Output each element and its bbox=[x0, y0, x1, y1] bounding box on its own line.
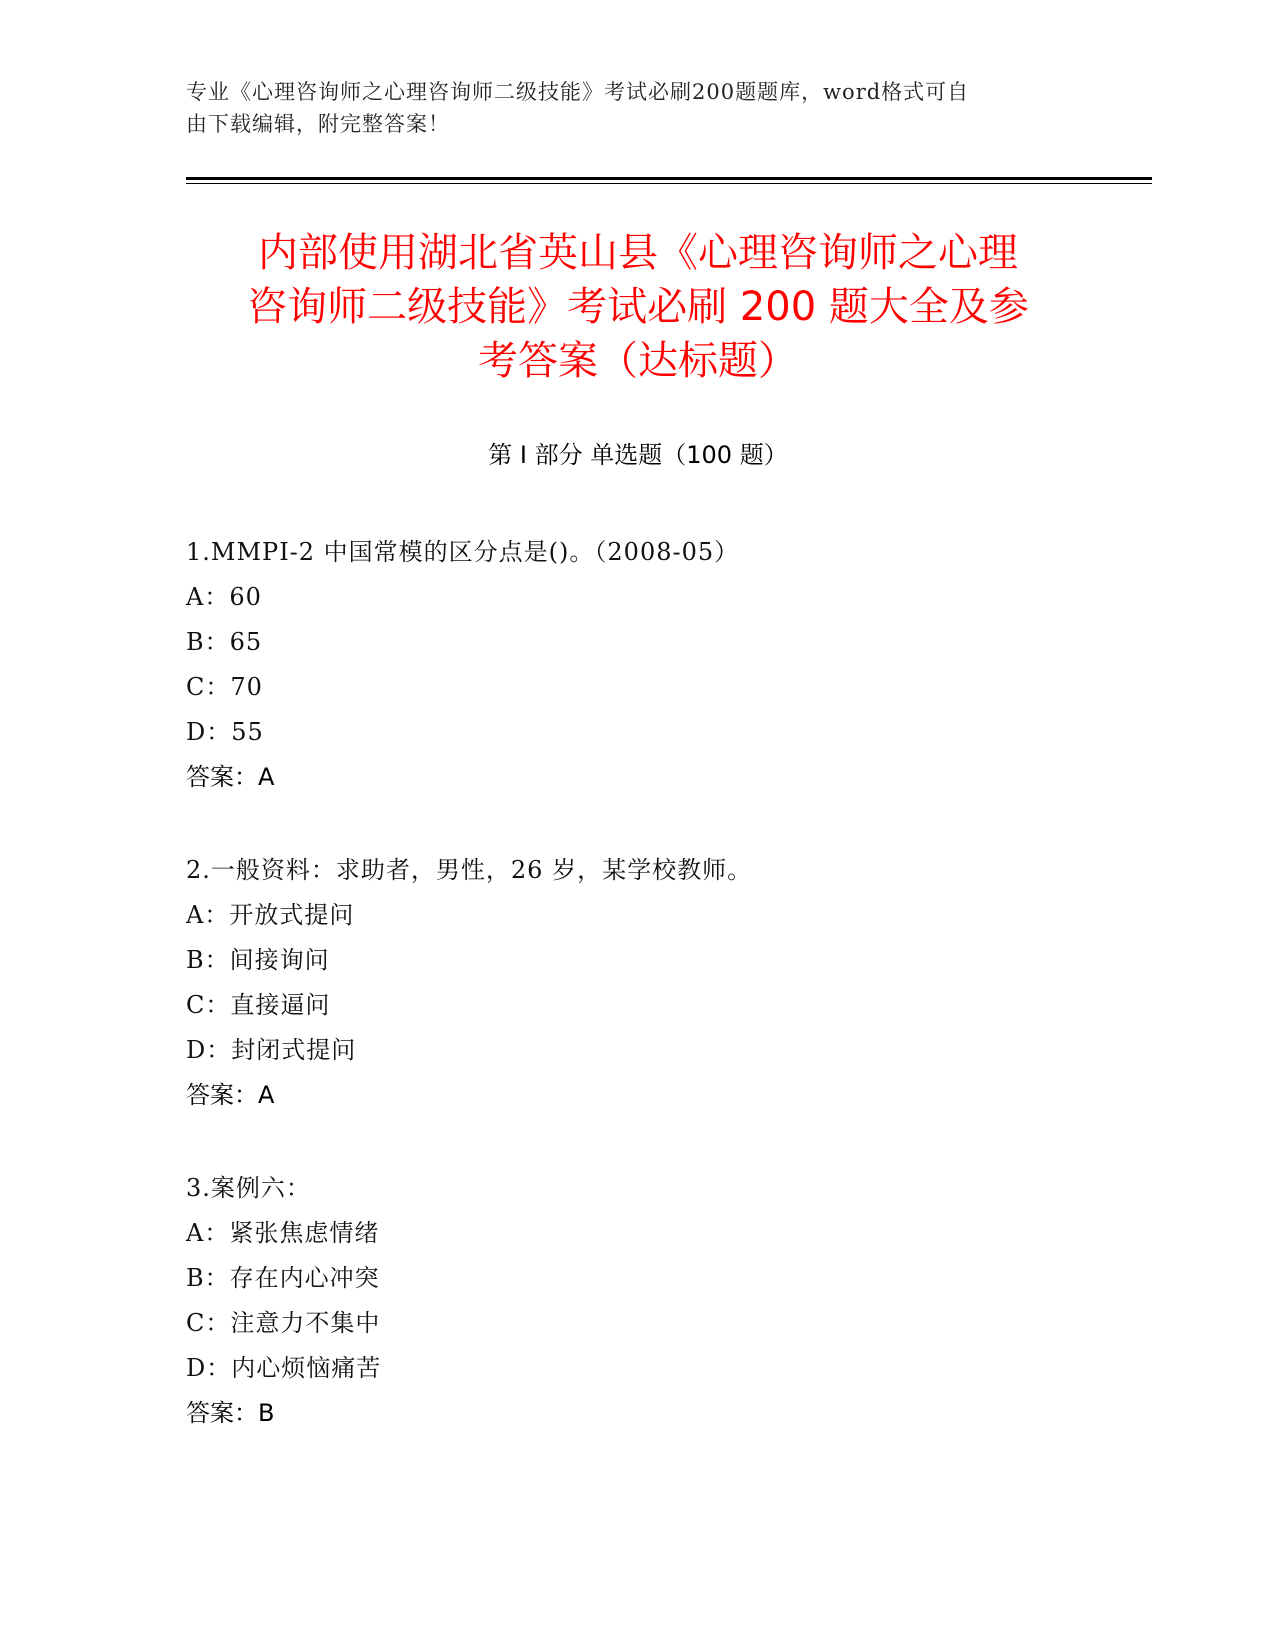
option-a: A：60 bbox=[186, 583, 262, 611]
header-divider-thin bbox=[186, 183, 1152, 184]
intro-line: 由下载编辑，附完整答案！ bbox=[186, 112, 450, 136]
header-divider-thick bbox=[186, 177, 1152, 180]
document-title bbox=[186, 226, 1090, 388]
option-d: D：封闭式提问 bbox=[186, 1036, 357, 1064]
option-a: A：开放式提问 bbox=[186, 901, 355, 929]
intro-line: 专业《心理咨询师之心理咨询师二级技能》考试必刷200题题库，word格式可自 bbox=[186, 80, 970, 104]
section-heading: 第 I 部分 单选题（100 题） bbox=[488, 441, 788, 469]
title-line: 考答案（达标题） bbox=[478, 338, 798, 384]
answer-line: 答案：A bbox=[186, 763, 275, 791]
title-line: 咨询师二级技能》考试必刷 200 题大全及参 bbox=[247, 284, 1029, 330]
option-b: B：间接询问 bbox=[186, 946, 330, 974]
answer-line: 答案：B bbox=[186, 1399, 275, 1427]
intro-paragraph bbox=[186, 76, 1066, 140]
question-stem: 1.MMPI-2 中国常模的区分点是()。（2008-05） bbox=[186, 538, 740, 566]
option-b: B：存在内心冲突 bbox=[186, 1264, 380, 1292]
option-d: D：55 bbox=[186, 718, 264, 746]
option-c: C：直接逼问 bbox=[186, 991, 331, 1019]
question-stem: 3.案例六： bbox=[186, 1174, 311, 1202]
question-stem: 2.一般资料：求助者，男性，26 岁，某学校教师。 bbox=[186, 856, 753, 884]
option-c: C：70 bbox=[186, 673, 263, 701]
title-line: 内部使用湖北省英山县《心理咨询师之心理 bbox=[258, 230, 1018, 276]
question-block bbox=[186, 1166, 1146, 1436]
option-a: A：紧张焦虑情绪 bbox=[186, 1219, 380, 1247]
option-c: C：注意力不集中 bbox=[186, 1309, 381, 1337]
option-d: D：内心烦恼痛苦 bbox=[186, 1354, 382, 1382]
option-b: B：65 bbox=[186, 628, 263, 656]
question-block bbox=[186, 530, 1146, 800]
answer-line: 答案：A bbox=[186, 1081, 275, 1109]
question-block bbox=[186, 848, 1146, 1118]
